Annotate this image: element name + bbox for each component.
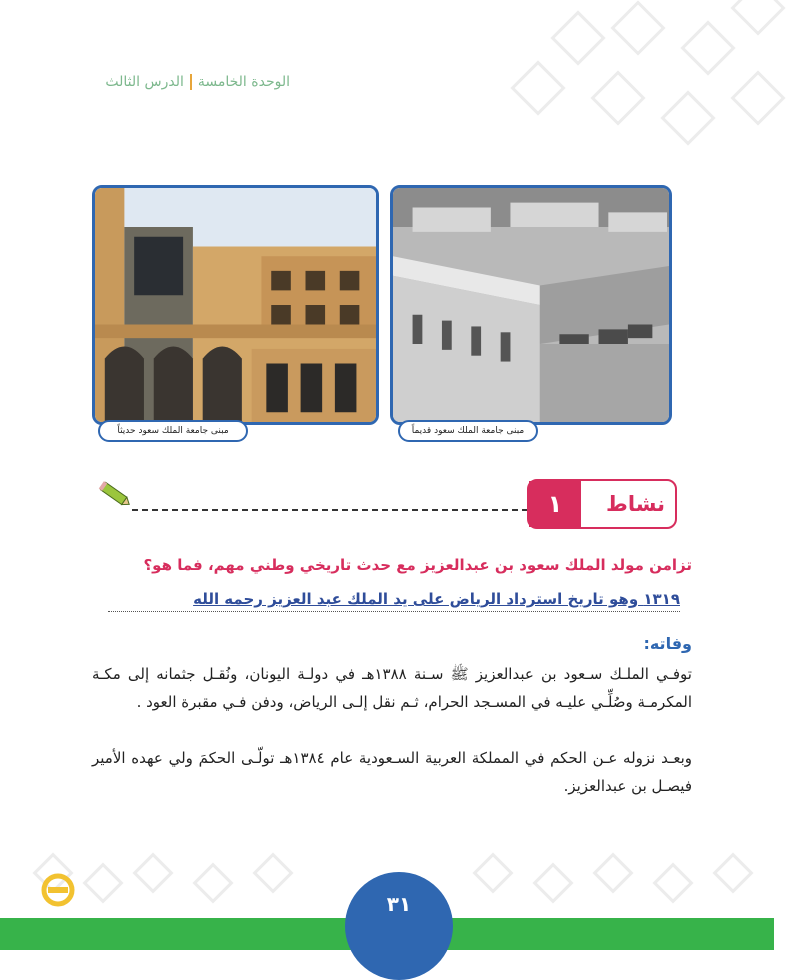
page-number-text: ٣١ [386,892,412,916]
breadcrumb [80,74,290,90]
breadcrumb-unit: الوحدة الخامسة [197,74,290,90]
activity-badge [527,479,677,529]
photo-modern-building [92,185,379,425]
logo-icon [38,870,78,910]
caption-old-building: مبنى جامعة الملك سعود قديماً [398,420,538,442]
activity-label: نشاط [606,492,665,516]
caption-modern-building: مبنى جامعة الملك سعود حديثاً [98,420,248,442]
activity-divider [132,509,528,511]
breadcrumb-divider [190,74,192,90]
pencil-icon [98,480,132,510]
answer-text: ١٣١٩ وهو تاريخ استرداد الرياض على يد الملك عبد العزيز رحمه الله [193,590,680,608]
photo-old-building [390,185,672,425]
page-number [345,872,453,980]
paragraph-death: توفـي الملـك سـعود بن عبدالعزيز ﷺ سـنة ١٣٨٨هـ في دولـة اليونان، ونُقـل جثمانه إلى مكـة المكرمـة وصُلِّـي عليـه في المسـجد الحرام، ثـم نقل إلـى الرياض، ودفن فـي مقبرة العود . [92,665,692,711]
breadcrumb-lesson: الدرس الثالث [105,74,184,90]
section-title: وفاته: [643,634,692,653]
paragraph-succession: وبعـد نزوله عـن الحكم في المملكة العربية السـعودية عام ١٣٨٤هـ تولّـى الحكمَ ولي عهده الأمير فيصـل بن عبدالعزيز. [92,749,692,795]
activity-number: ١ [529,481,581,527]
answer-line [108,611,680,612]
question-text: تزامن مولد الملك سعود بن عبدالعزيز مع حدث تاريخي وطني مهم، فما هو؟ [143,556,692,574]
